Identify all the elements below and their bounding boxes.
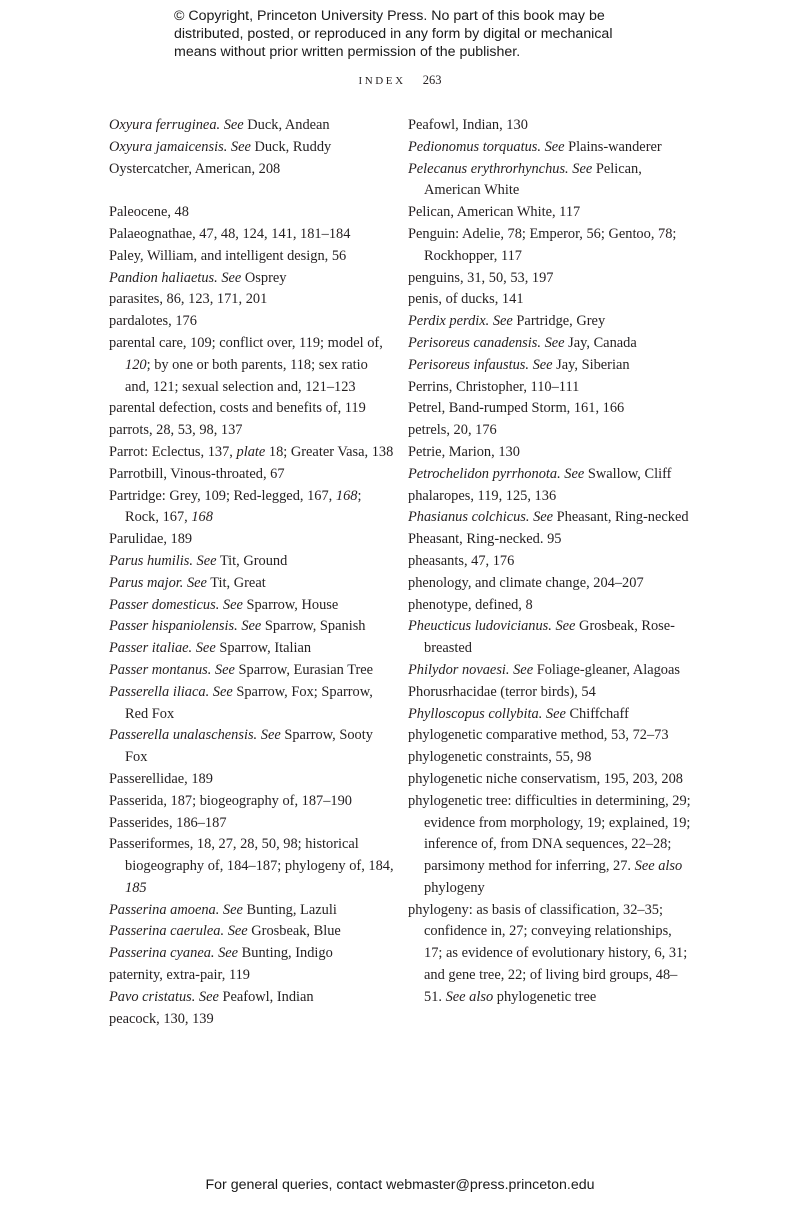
index-entry <box>408 704 693 726</box>
entry-text: pardalotes, 176 <box>109 313 197 330</box>
index-entry <box>109 725 394 769</box>
index-entry <box>408 486 693 508</box>
index-entry <box>109 638 394 660</box>
index-entry <box>109 616 394 638</box>
index-entry <box>109 202 394 224</box>
entry-italic-text: 120 <box>125 356 147 373</box>
index-entry <box>109 311 394 333</box>
entry-italic-text: Perdix perdix. See <box>408 313 513 330</box>
entry-text: ; Rock, 167, <box>125 487 362 526</box>
entry-italic-text: Pedionomus torquatus. See <box>408 138 565 155</box>
running-head <box>0 73 800 88</box>
entry-text: parental care, 109; conflict over, 119; model of, <box>109 334 383 351</box>
index-entry <box>109 921 394 943</box>
entry-italic-text: Oxyura ferruginea. See <box>109 117 244 133</box>
entry-italic-text: Phylloscopus collybita. See <box>408 705 566 722</box>
entry-text: Jay, Canada <box>564 334 637 351</box>
entry-text: Swallow, Cliff <box>584 465 672 482</box>
entry-italic-text: See also <box>634 858 683 875</box>
entry-text: Peafowl, Indian, 130 <box>408 117 528 133</box>
index-entry <box>109 159 394 181</box>
entry-text: 18; Greater Vasa, 138 <box>265 443 394 460</box>
entry-text: Petrie, Marion, 130 <box>408 443 520 460</box>
entry-text: Sparrow, Italian <box>215 640 312 657</box>
index-entry <box>408 507 693 529</box>
index-entry <box>109 268 394 290</box>
entry-text: paternity, extra-pair, 119 <box>109 967 251 984</box>
index-entry <box>408 377 693 399</box>
entry-text: phenotype, defined, 8 <box>408 596 533 613</box>
index-entry <box>109 333 394 398</box>
index-entry <box>109 224 394 246</box>
entry-text: Pheasant, Ring-necked. 95 <box>408 531 562 548</box>
entry-text: parrots, 28, 53, 98, 137 <box>109 422 243 439</box>
entry-text: Phorusrhacidae (terror birds), 54 <box>408 683 596 700</box>
entry-text: Oystercatcher, American, 208 <box>109 160 281 177</box>
entry-text: Chiffchaff <box>565 705 629 722</box>
entry-text: phylogenetic tree <box>493 988 597 1005</box>
index-entry <box>109 115 394 137</box>
index-entry <box>408 747 693 769</box>
index-entry <box>109 813 394 835</box>
entry-italic-text: Parus humilis. See <box>109 552 217 569</box>
entry-italic-text: Passer italiae. See <box>109 640 216 657</box>
index-entry <box>408 769 693 791</box>
index-entry <box>408 202 693 224</box>
entry-text: Pelican, American White <box>424 160 642 199</box>
page-number: 263 <box>422 73 442 87</box>
section-label: INDEX <box>358 75 406 87</box>
index-entry <box>408 682 693 704</box>
entry-text: Palaeognathae, 47, 48, 124, 141, 181–184 <box>109 225 351 242</box>
index-entry <box>408 464 693 486</box>
index-entry <box>109 682 394 726</box>
index-entry <box>408 333 693 355</box>
entry-text: Sparrow, House <box>242 596 339 613</box>
index-entry <box>109 834 394 899</box>
entry-text: phylogenetic niche conservatism, 195, 203, 208 <box>408 770 683 787</box>
entry-text: Bunting, Indigo <box>238 945 333 962</box>
copyright-line: means without prior written permission of the publisher. <box>174 44 521 61</box>
index-entry <box>109 595 394 617</box>
entry-text: Passeriformes, 18, 27, 28, 50, 98; historical biogeography of, 184–187; phylogeny of, 184, <box>109 836 394 875</box>
footer-contact: For general queries, contact webmaster@press.princeton.edu <box>205 1177 595 1193</box>
letter-group-gap <box>109 180 394 202</box>
entry-text: parental defection, costs and benefits of, 119 <box>109 400 366 417</box>
entry-text: phylogenetic constraints, 55, 98 <box>408 749 592 766</box>
entry-italic-text: Pelecanus erythrorhynchus. See <box>408 160 593 177</box>
index-entry <box>109 464 394 486</box>
entry-italic-text: Passerina amoena. See <box>109 901 243 918</box>
entry-text: Pelican, American White, 117 <box>408 204 581 221</box>
entry-text: Osprey <box>241 269 287 286</box>
index-entry <box>408 115 693 137</box>
entry-italic-text: Philydor novaesi. See <box>408 661 534 678</box>
entry-italic-text: Pavo cristatus. See <box>109 988 219 1005</box>
entry-text: Grosbeak, Rose-breasted <box>424 618 675 657</box>
index-entry <box>109 791 394 813</box>
entry-text: peacock, 130, 139 <box>109 1010 214 1027</box>
entry-italic-text: 168 <box>335 487 358 504</box>
entry-italic-text: Petrochelidon pyrrhonota. See <box>408 465 585 482</box>
entry-text: Jay, Siberian <box>552 356 630 373</box>
index-entry <box>408 595 693 617</box>
entry-text: Tit, Great <box>206 574 266 591</box>
entry-text: Passerida, 187; biogeography of, 187–190 <box>109 792 353 809</box>
entry-text: Penguin: Adelie, 78; Emperor, 56; Gentoo, 78; Rockhopper, 117 <box>408 225 677 264</box>
entry-text: Foliage-gleaner, Alagoas <box>533 661 680 678</box>
entry-text: Sparrow, Spanish <box>261 618 366 635</box>
index-entry <box>408 529 693 551</box>
index-entry <box>109 246 394 268</box>
entry-text: Paleocene, 48 <box>109 204 189 221</box>
index-column-left <box>109 115 394 1030</box>
entry-text: phenology, and climate change, 204–207 <box>408 574 644 591</box>
entry-text: Grosbeak, Blue <box>247 923 341 940</box>
entry-text: Perrins, Christopher, 110–111 <box>408 378 580 395</box>
entry-italic-text: Passer hispaniolensis. See <box>109 618 262 635</box>
copyright-notice <box>174 7 644 62</box>
index-entry <box>408 660 693 682</box>
entry-text: Petrel, Band-rumped Storm, 161, 166 <box>408 400 625 417</box>
index-entry <box>109 289 394 311</box>
index-entry <box>109 486 394 530</box>
index-entry <box>109 551 394 573</box>
index-entry <box>109 900 394 922</box>
index-entry <box>109 1009 394 1031</box>
index-entry <box>408 224 693 268</box>
entry-text: Parrotbill, Vinous-throated, 67 <box>109 465 285 482</box>
entry-text: Bunting, Lazuli <box>242 901 337 918</box>
index-entry <box>408 137 693 159</box>
entry-text: Plains-wanderer <box>564 138 662 155</box>
index-entry <box>109 573 394 595</box>
entry-text: pheasants, 47, 176 <box>408 552 515 569</box>
entry-text: Duck, Andean <box>243 117 330 133</box>
index-entry <box>109 420 394 442</box>
index-entry <box>109 398 394 420</box>
entry-text: Parrot: Eclectus, 137, <box>109 443 237 460</box>
index-entry <box>109 965 394 987</box>
entry-text: Tit, Ground <box>216 552 288 569</box>
index-entry <box>408 725 693 747</box>
entry-italic-text: Perisoreus canadensis. See <box>408 334 565 351</box>
entry-italic-text: Oxyura jamaicensis. See <box>109 138 251 155</box>
index-entry <box>408 355 693 377</box>
entry-text: phylogenetic comparative method, 53, 72–73 <box>408 727 669 744</box>
entry-italic-text: Perisoreus infaustus. See <box>408 356 553 373</box>
index-entry <box>408 551 693 573</box>
index-column-right <box>408 115 693 1009</box>
entry-text: penis, of ducks, 141 <box>408 291 524 308</box>
entry-text: Partridge: Grey, 109; Red-legged, 167, <box>109 487 336 504</box>
entry-italic-text: Passer domesticus. See <box>109 596 243 613</box>
index-entry <box>109 769 394 791</box>
entry-text: Sparrow, Fox; Sparrow, Red Fox <box>125 683 373 722</box>
entry-italic-text: See also <box>445 988 494 1005</box>
index-entry <box>408 398 693 420</box>
entry-italic-text: 168 <box>191 509 213 526</box>
entry-italic-text: Pheucticus ludovicianus. See <box>408 618 576 635</box>
entry-text: phylogeny: as basis of classification, 32–35; confidence in, 27; conveying relationships, 17; as evidence of evolutionary history, 6, 31; and gene tree, 22; of living bird groups, 48–51. <box>408 901 688 1005</box>
index-entry <box>408 573 693 595</box>
index-entry <box>408 616 693 660</box>
entry-italic-text: Pandion haliaetus. See <box>109 269 242 286</box>
entry-text: Sparrow, Eurasian Tree <box>234 661 374 678</box>
entry-italic-text: plate <box>236 443 266 460</box>
index-entry <box>408 900 693 1009</box>
index-entry <box>408 289 693 311</box>
index-entry <box>109 987 394 1009</box>
index-entry <box>408 311 693 333</box>
entry-italic-text: Parus major. See <box>109 574 207 591</box>
index-entry <box>408 268 693 290</box>
entry-text: petrels, 20, 176 <box>408 422 497 439</box>
entry-text: Partridge, Grey <box>512 313 606 330</box>
entry-text: ; by one or both parents, 118; sex ratio and, 121; sexual selection and, 121–123 <box>125 356 368 395</box>
index-entry <box>109 529 394 551</box>
entry-text: phylogenetic tree: difficulties in determining, 29; evidence from morphology, 19; explained, 19; inference of, from DNA sequences, 22–28; parsimony method for inferring, 27. <box>408 792 691 875</box>
index-entry <box>109 442 394 464</box>
entry-text: Peafowl, Indian <box>218 988 314 1005</box>
entry-text: Pheasant, Ring-necked <box>553 509 689 526</box>
entry-text: parasites, 86, 123, 171, 201 <box>109 291 268 308</box>
entry-italic-text: Passerella iliaca. See <box>109 683 233 700</box>
copyright-line: © Copyright, Princeton University Press. No part of this book may be <box>174 8 605 24</box>
entry-text: Paley, William, and intelligent design, 56 <box>109 247 347 264</box>
entry-italic-text: Passer montanus. See <box>109 661 235 678</box>
entry-text: phalaropes, 119, 125, 136 <box>408 487 557 504</box>
entry-text: phylogeny <box>424 879 485 896</box>
index-entry <box>109 943 394 965</box>
entry-italic-text: Passerina caerulea. See <box>109 923 248 940</box>
entry-text: Passerellidae, 189 <box>109 770 213 787</box>
entry-italic-text: Passerella unalaschensis. See <box>109 727 281 744</box>
entry-text: penguins, 31, 50, 53, 197 <box>408 269 554 286</box>
entry-italic-text: Phasianus colchicus. See <box>408 509 554 526</box>
index-entry <box>408 159 693 203</box>
index-entry <box>408 442 693 464</box>
copyright-line: distributed, posted, or reproduced in any form by digital or mechanical <box>174 26 613 43</box>
index-entry <box>109 137 394 159</box>
entry-italic-text: 185 <box>125 879 147 896</box>
entry-text: Parulidae, 189 <box>109 531 193 548</box>
entry-text: Duck, Ruddy <box>250 138 332 155</box>
index-entry <box>109 660 394 682</box>
entry-text: Passerides, 186–187 <box>109 814 227 831</box>
entry-text: Sparrow, Sooty Fox <box>125 727 373 766</box>
index-entry <box>408 420 693 442</box>
entry-italic-text: Passerina cyanea. See <box>109 945 239 962</box>
index-entry <box>408 791 693 900</box>
